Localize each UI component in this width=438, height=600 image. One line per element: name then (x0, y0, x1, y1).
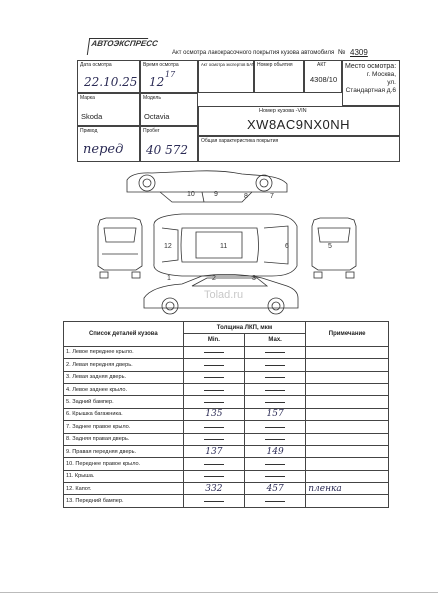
parts-table-body (64, 346, 389, 507)
part-name-text: 12. Капот. (66, 485, 92, 492)
place-block (345, 63, 396, 95)
general-cell (198, 136, 400, 162)
empty-dash (265, 377, 285, 378)
act-value: 4308/10 (310, 75, 338, 84)
empty-dash (204, 439, 224, 440)
table-row (64, 371, 389, 383)
time-hours: 12 (149, 75, 165, 89)
part-max (245, 383, 306, 395)
part-max (245, 359, 306, 371)
empty-dash (265, 501, 285, 502)
empty-dash (204, 476, 224, 477)
table-row (64, 483, 389, 495)
header-parts: Список деталей кузова (64, 322, 184, 347)
brand-cell (77, 93, 140, 126)
part-name (64, 346, 184, 358)
drive-label: Привод (80, 128, 98, 134)
empty-dash (265, 427, 285, 428)
car-side-top-view (127, 171, 287, 202)
table-row (64, 470, 389, 482)
part-max (245, 421, 306, 433)
title-text: Акт осмотра лакокрасочного покрытия кузова автомобиля (172, 50, 335, 56)
part-note (306, 421, 389, 433)
part-min (183, 470, 244, 482)
header-thickness: Толщина ЛКП, мкм (183, 322, 306, 334)
part-min (183, 408, 244, 420)
part-max (245, 483, 306, 495)
part-max (245, 470, 306, 482)
empty-dash (265, 390, 285, 391)
part-name-text: 1. Левое переднее крыло. (66, 349, 134, 356)
part-name-text: 11. Крыша. (66, 473, 95, 480)
car-diagram (92, 168, 362, 318)
part-min (183, 445, 244, 457)
part-min (183, 346, 244, 358)
table-row (64, 383, 389, 395)
request-cell (254, 60, 304, 93)
part-number-10: 10 (187, 191, 195, 198)
part-min-text: 332 (205, 483, 223, 494)
part-min (183, 383, 244, 395)
part-number-8: 8 (244, 193, 248, 200)
part-name (64, 433, 184, 445)
time-minutes: 17 (165, 70, 176, 79)
part-max (245, 495, 306, 507)
part-note (306, 433, 389, 445)
part-min (183, 458, 244, 470)
model-value: Octavia (144, 112, 170, 121)
part-number-2: 2 (212, 275, 216, 282)
part-note (306, 470, 389, 482)
part-name (64, 408, 184, 420)
part-name-text: 3. Левая задняя дверь. (66, 374, 127, 381)
part-name (64, 458, 184, 470)
table-row (64, 396, 389, 408)
mileage-value: 40 572 (146, 143, 188, 157)
part-min-text: 137 (205, 446, 223, 457)
part-max (245, 371, 306, 383)
place-cell (342, 60, 400, 106)
part-name (64, 470, 184, 482)
date-label: Дата осмотра (80, 62, 112, 68)
part-max (245, 396, 306, 408)
time-label: Время осмотра (143, 62, 179, 68)
part-max-text: 149 (266, 446, 284, 457)
part-name-text: 13. Передний бампер. (66, 498, 124, 505)
part-note (306, 495, 389, 507)
table-row (64, 421, 389, 433)
part-name (64, 359, 184, 371)
empty-dash (204, 427, 224, 428)
page-edge (0, 592, 438, 593)
part-max-text: 457 (266, 483, 284, 494)
part-max (245, 445, 306, 457)
date-value: 22.10.25 (84, 75, 138, 89)
company-logo: АВТОЭКСПРЕСС (87, 38, 148, 55)
request-label: Номер обьятия (257, 62, 293, 68)
part-max (245, 433, 306, 445)
part-min (183, 421, 244, 433)
table-row (64, 346, 389, 358)
empty-dash (265, 365, 285, 366)
part-max (245, 408, 306, 420)
part-name-text: 9. Правая передняя дверь. (66, 448, 137, 455)
table-header-row (64, 322, 389, 334)
part-name (64, 421, 184, 433)
part-name (64, 383, 184, 395)
empty-dash (204, 390, 224, 391)
part-note (306, 483, 389, 495)
part-min (183, 483, 244, 495)
part-max-text: 157 (266, 409, 284, 420)
car-front-view (98, 218, 142, 278)
part-name (64, 445, 184, 457)
car-rear-view (312, 218, 356, 278)
place-line-1: г. Москва, (366, 71, 396, 78)
empty-dash (265, 352, 285, 353)
drive-cell (77, 126, 140, 162)
table-row (64, 495, 389, 507)
empty-dash (204, 464, 224, 465)
time-cell (140, 60, 198, 93)
part-name-text: 10. Переднее правое крыло. (66, 460, 141, 467)
part-name-text: 8. Задняя правая дверь. (66, 436, 130, 443)
part-number-5: 5 (328, 243, 332, 250)
part-note (306, 458, 389, 470)
part-name-text: 6. Крышка багажника. (66, 411, 123, 418)
part-name-text: 4. Левое заднее крыло. (66, 386, 128, 393)
part-number-1: 1 (167, 275, 171, 282)
empty-dash (204, 377, 224, 378)
empty-dash (204, 501, 224, 502)
model-label: Модель (143, 95, 161, 101)
brand-value: Skoda (81, 112, 103, 121)
part-min (183, 433, 244, 445)
part-note (306, 445, 389, 457)
part-max (245, 458, 306, 470)
table-row (64, 359, 389, 371)
vin-value: XW8AC9NX0NH (247, 117, 351, 132)
empty-dash (265, 476, 285, 477)
part-min (183, 495, 244, 507)
date-cell (77, 60, 140, 93)
part-name (64, 371, 184, 383)
table-row (64, 458, 389, 470)
part-name-text: 7. Заднее правое крыло. (66, 423, 131, 430)
part-max (245, 346, 306, 358)
document-title (172, 49, 345, 56)
part-number-3: 3 (252, 275, 256, 282)
part-name (64, 396, 184, 408)
number-label: № (337, 49, 346, 56)
part-min (183, 371, 244, 383)
general-label: Общая характеристика покрытия (201, 138, 279, 144)
place-line-3: Стандартная д.6 (345, 87, 396, 94)
header-max: Мах. (245, 334, 306, 346)
model-cell (140, 93, 198, 126)
part-name (64, 495, 184, 507)
part-number-6: 6 (285, 243, 289, 250)
empty-dash (265, 402, 285, 403)
part-note-text: пленка (308, 483, 342, 494)
brand-label: Марка (80, 95, 95, 101)
part-note (306, 383, 389, 395)
place-line-2: ул. (387, 79, 396, 86)
place-label: Место осмотра: (345, 63, 397, 70)
header-notes: Примечание (306, 322, 389, 347)
part-note (306, 346, 389, 358)
act-cell (304, 60, 342, 93)
watermark: Tolad.ru (204, 289, 244, 301)
drive-value: перед (83, 142, 124, 157)
expert-label: Акт осмотра экспертов БАТ (201, 62, 255, 67)
table-row (64, 433, 389, 445)
act-label: АКТ (317, 62, 327, 68)
parts-table (63, 321, 389, 508)
part-note (306, 359, 389, 371)
document-number: 4309 (350, 48, 368, 57)
part-note (306, 408, 389, 420)
table-row (64, 445, 389, 457)
mileage-cell (140, 126, 198, 162)
empty-dash (265, 464, 285, 465)
empty-dash (265, 439, 285, 440)
vin-cell (198, 106, 400, 136)
part-min (183, 396, 244, 408)
part-name (64, 483, 184, 495)
table-row (64, 408, 389, 420)
part-note (306, 396, 389, 408)
part-min-text: 135 (205, 409, 223, 420)
part-number-7: 7 (270, 193, 274, 200)
part-number-12: 12 (164, 243, 172, 250)
part-number-11: 11 (220, 243, 228, 250)
empty-dash (204, 402, 224, 403)
part-min (183, 359, 244, 371)
empty-dash (204, 352, 224, 353)
part-name-text: 2. Левая передняя дверь. (66, 361, 133, 368)
mileage-label: Пробег (143, 128, 160, 134)
part-note (306, 371, 389, 383)
header-min: Min. (183, 334, 244, 346)
empty-dash (204, 365, 224, 366)
part-number-9: 9 (214, 191, 218, 198)
vin-label: Номер кузова -VIN (259, 108, 307, 114)
part-name-text: 5. Задний бампер. (66, 399, 114, 406)
expert-cell (198, 60, 254, 93)
